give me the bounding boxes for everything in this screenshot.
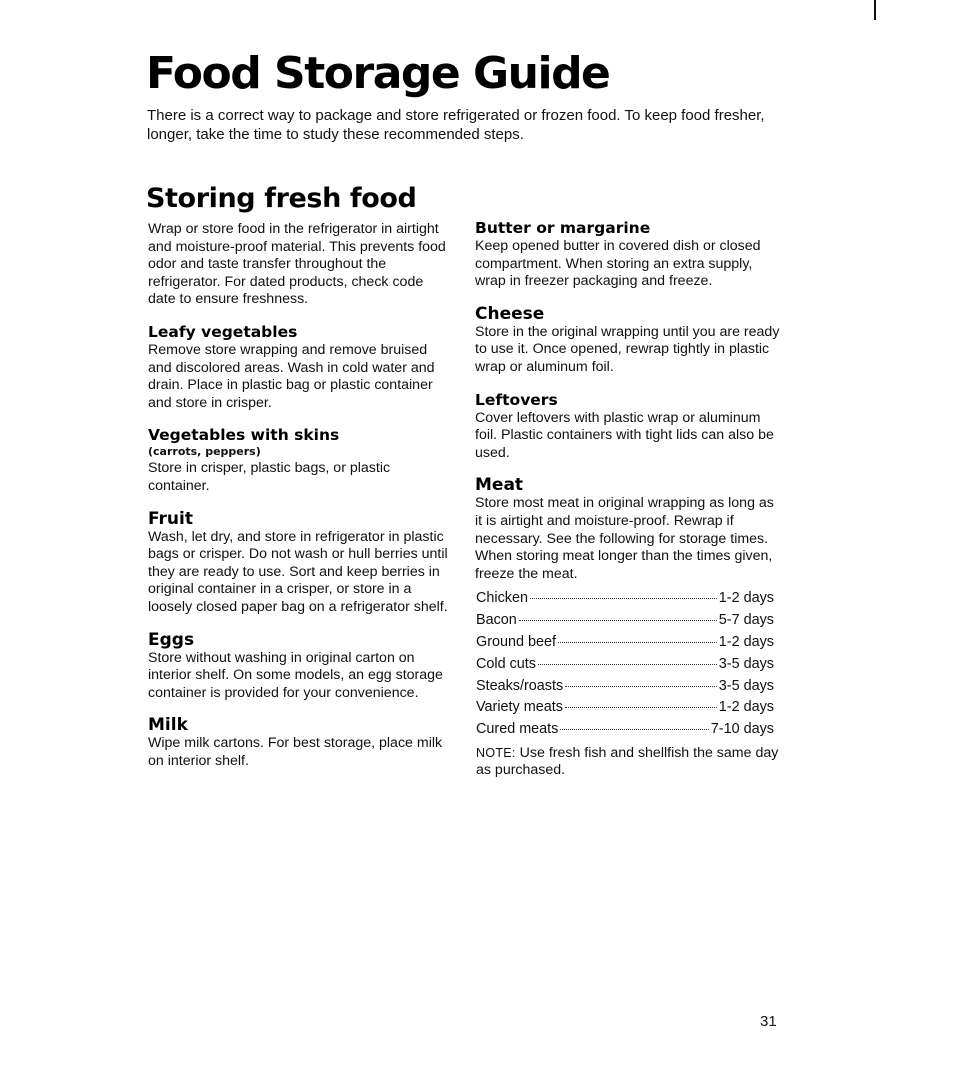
butter-text: Keep opened butter in covered dish or closed compartment. When storing an extra supply, wrap in freezer packaging and freeze. bbox=[475, 238, 761, 290]
meat-heading: Meat bbox=[475, 475, 524, 496]
leftovers-heading: Leftovers bbox=[475, 390, 558, 409]
cheese-heading: Cheese bbox=[475, 303, 545, 324]
storage-time-row bbox=[476, 719, 774, 741]
eggs-text: Store without washing in original carton on interior shelf. On some models, an egg storage container is provided for your convenience. bbox=[148, 649, 443, 701]
storage-item: Variety meats bbox=[476, 699, 563, 716]
page-edge-mark bbox=[874, 0, 876, 20]
meat-text: Store most meat in original wrapping as long as it is airtight and moisture-proof. Rewrap if necessary. See the following for storage times. When storing meat longer than the times given, freeze the meat. bbox=[475, 495, 774, 582]
storage-time: 1-2 days bbox=[718, 699, 774, 716]
storage-time-row bbox=[476, 654, 774, 676]
fruit-text: Wash, let dry, and store in refrigerator in plastic bags or crisper. Do not wash or hull berries until they are ready to use. Sort and keep berries in original container in a crisper, or store in a loosely closed paper bag on a refrigerator shelf. bbox=[148, 528, 448, 615]
vegetables-with-skins-heading: Vegetables with skins bbox=[148, 426, 340, 445]
page-number: 31 bbox=[760, 1013, 777, 1030]
milk-heading: Milk bbox=[148, 715, 188, 736]
left-column bbox=[148, 221, 453, 770]
storage-time-row bbox=[476, 588, 774, 610]
dot-leader bbox=[519, 619, 717, 621]
leafy-vegetables-text: Remove store wrapping and remove bruised and discolored areas. Wash in cold water and drain. Place in plastic bag or plastic container and store in crisper. bbox=[148, 341, 435, 411]
storage-time: 1-2 days bbox=[718, 633, 774, 650]
leftovers-text: Cover leftovers with plastic wrap or aluminum foil. Plastic containers with tight lids can also be used. bbox=[475, 409, 774, 461]
storage-time: 5-7 days bbox=[718, 612, 774, 629]
storage-time-row bbox=[476, 632, 774, 654]
dot-leader bbox=[560, 728, 708, 730]
dot-leader bbox=[530, 597, 717, 599]
storage-time: 1-2 days bbox=[718, 590, 774, 607]
milk-text: Wipe milk cartons. For best storage, place milk on interior shelf. bbox=[148, 735, 443, 769]
storage-item: Cold cuts bbox=[476, 655, 536, 672]
storage-time: 3-5 days bbox=[718, 655, 774, 672]
fruit-heading: Fruit bbox=[148, 508, 193, 529]
intro-paragraph: There is a correct way to package and store refrigerated or frozen food. To keep food fresher, longer, take the time to study these recommended steps. bbox=[147, 107, 765, 143]
dot-leader bbox=[538, 663, 717, 665]
page-title: Food Storage Guide bbox=[146, 48, 610, 99]
note-label: NOTE: bbox=[476, 745, 516, 760]
storage-time-row bbox=[476, 676, 774, 698]
storage-item: Ground beef bbox=[476, 633, 557, 650]
storage-time-row bbox=[476, 697, 774, 719]
section-title: Storing fresh food bbox=[146, 183, 417, 214]
storage-time: 7-10 days bbox=[710, 721, 774, 738]
storage-item: Steaks/roasts bbox=[476, 677, 564, 694]
leafy-vegetables-heading: Leafy vegetables bbox=[148, 322, 298, 341]
vegetables-with-skins-text: Store in crisper, plastic bags, or plastic container. bbox=[148, 460, 391, 494]
dot-leader bbox=[558, 641, 717, 643]
meat-storage-times bbox=[476, 588, 780, 741]
storage-item: Chicken bbox=[476, 590, 528, 607]
dot-leader bbox=[565, 685, 717, 687]
right-column bbox=[475, 218, 780, 780]
storage-item: Bacon bbox=[476, 612, 517, 629]
storage-time: 3-5 days bbox=[718, 677, 774, 694]
cheese-text: Store in the original wrapping until you are ready to use it. Once opened, rewrap tightly in plastic wrap or aluminum foil. bbox=[475, 323, 780, 375]
eggs-heading: Eggs bbox=[148, 629, 195, 650]
vegetables-with-skins-subheading: (carrots, peppers) bbox=[148, 445, 261, 459]
dot-leader bbox=[565, 706, 717, 708]
storage-time-row bbox=[476, 610, 774, 632]
storing-intro-text: Wrap or store food in the refrigerator in airtight and moisture-proof material. This prevents food odor and taste transfer throughout the refrigerator. For dated products, check code date to ensure freshness. bbox=[148, 221, 446, 308]
meat-note bbox=[476, 745, 780, 780]
note-text: Use fresh fish and shellfish the same day as purchased. bbox=[476, 744, 779, 779]
butter-heading: Butter or margarine bbox=[475, 219, 651, 237]
storage-item: Cured meats bbox=[476, 721, 559, 738]
